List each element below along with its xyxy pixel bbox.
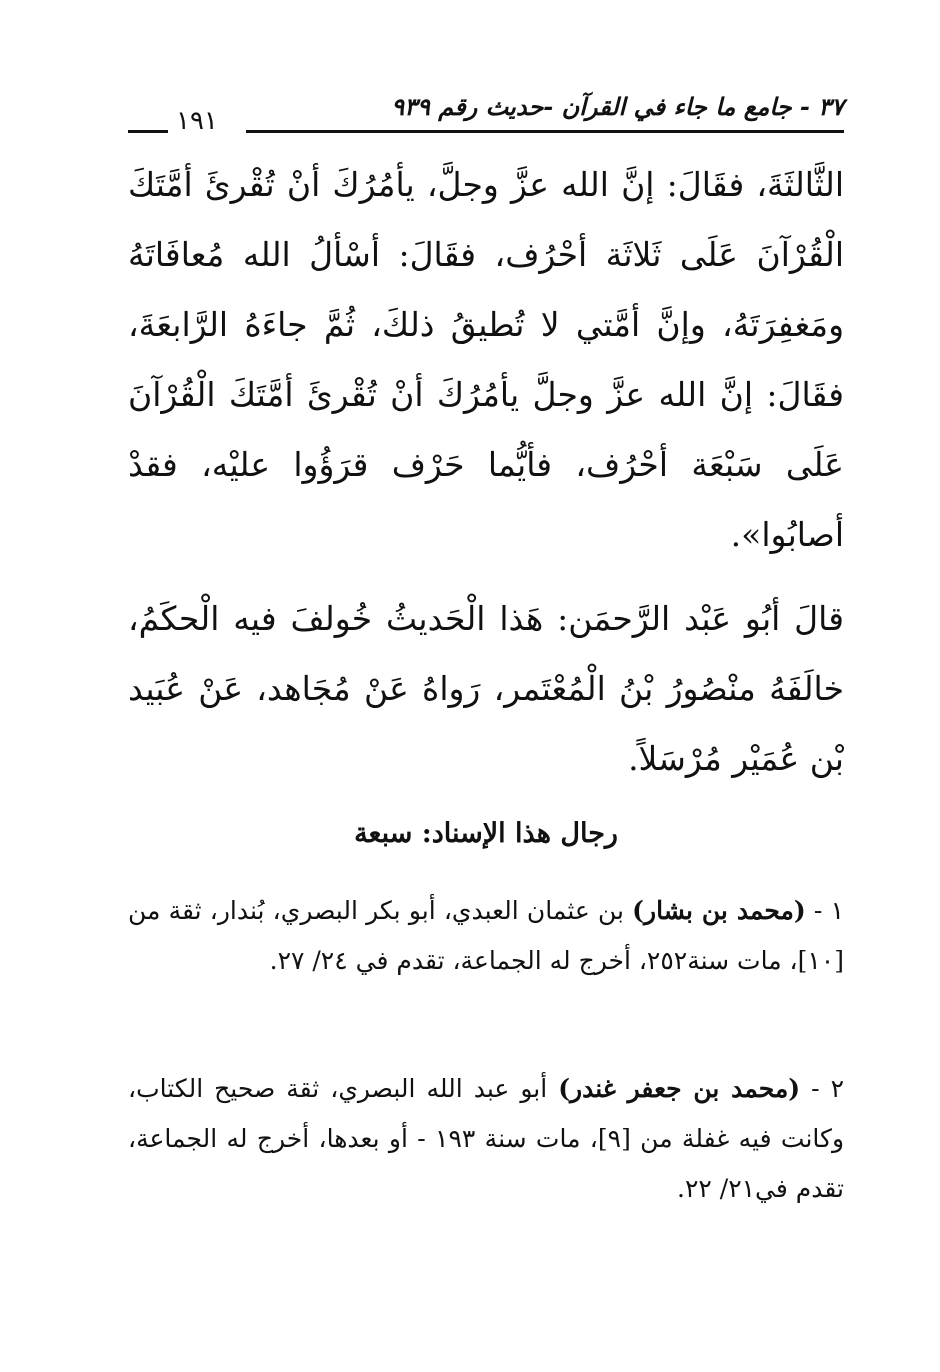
- page-number: ١٩١: [176, 106, 218, 136]
- narrator-number: ١ -: [805, 896, 844, 925]
- header-rule-left: [128, 130, 168, 133]
- hadith-text: الثَّالثَةَ، فقَالَ: إنَّ الله عزَّ وجلَّ، يأمُرُكَ أنْ تُقْرئَ أمَّتَكَ الْقُرْآنَ عَلَى ثَلاثَة أحْرُف، فقَالَ: أسْألُ الله مُعافَاتَهُ ومَغفِرَتَهُ، وإنَّ أمَّتي لا تُطيقُ ذلكَ، ثُمَّ جاءَهُ الرَّابعَةَ، فقَالَ: إنَّ الله عزَّ وجلَّ يأمُرُكَ أنْ تُقْرئَ أمَّتَكَ الْقُرْآنَ عَلَى سَبْعَة أحْرُف، فأيُّما حَرْف قرَؤُوا عليْه، فقدْ أصابُوا».: [128, 165, 844, 554]
- narrator-number: ٢ -: [800, 1074, 844, 1103]
- narrator-name: (محمد بن بشار): [632, 896, 806, 925]
- narrator-entry: [128, 1064, 844, 1214]
- narrator-details: بن عثمان العبدي، أبو بكر البصري، بُندار، ثقة من [١٠]، مات سنة٢٥٢، أخرج له الجماعة، تقدم في ٢٤/ ٢٧.: [128, 896, 844, 975]
- narrator-details: أبو عبد الله البصري، ثقة صحيح الكتاب، وكانت فيه غفلة من [٩]، مات سنة ١٩٣ - أو بعدها، أخرج له الجماعة، تقدم في٢١/ ٢٢.: [128, 1074, 845, 1203]
- running-header: [128, 92, 844, 140]
- commentary-paragraph: قالَ أبُو عَبْد الرَّحمَن: هَذا الْحَديثُ خُولفَ فيه الْحكَمُ، خالَفَهُ منْصُورُ بْنُ الْمُعْتَمر، رَواهُ عَنْ مُجَاهد، عَنْ عُبَيد بْن عُمَيْر مُرْسَلاً.: [128, 599, 844, 778]
- narrator-entry: [128, 886, 844, 986]
- header-title: ٣٧ - جامع ما جاء في القرآن -حديث رقم ٩٣٩: [391, 92, 844, 121]
- section-heading: رجال هذا الإسناد: سبعة: [354, 818, 618, 849]
- narrator-name: (محمد بن جعفر غندر): [558, 1074, 801, 1103]
- header-rule-right: [246, 130, 844, 133]
